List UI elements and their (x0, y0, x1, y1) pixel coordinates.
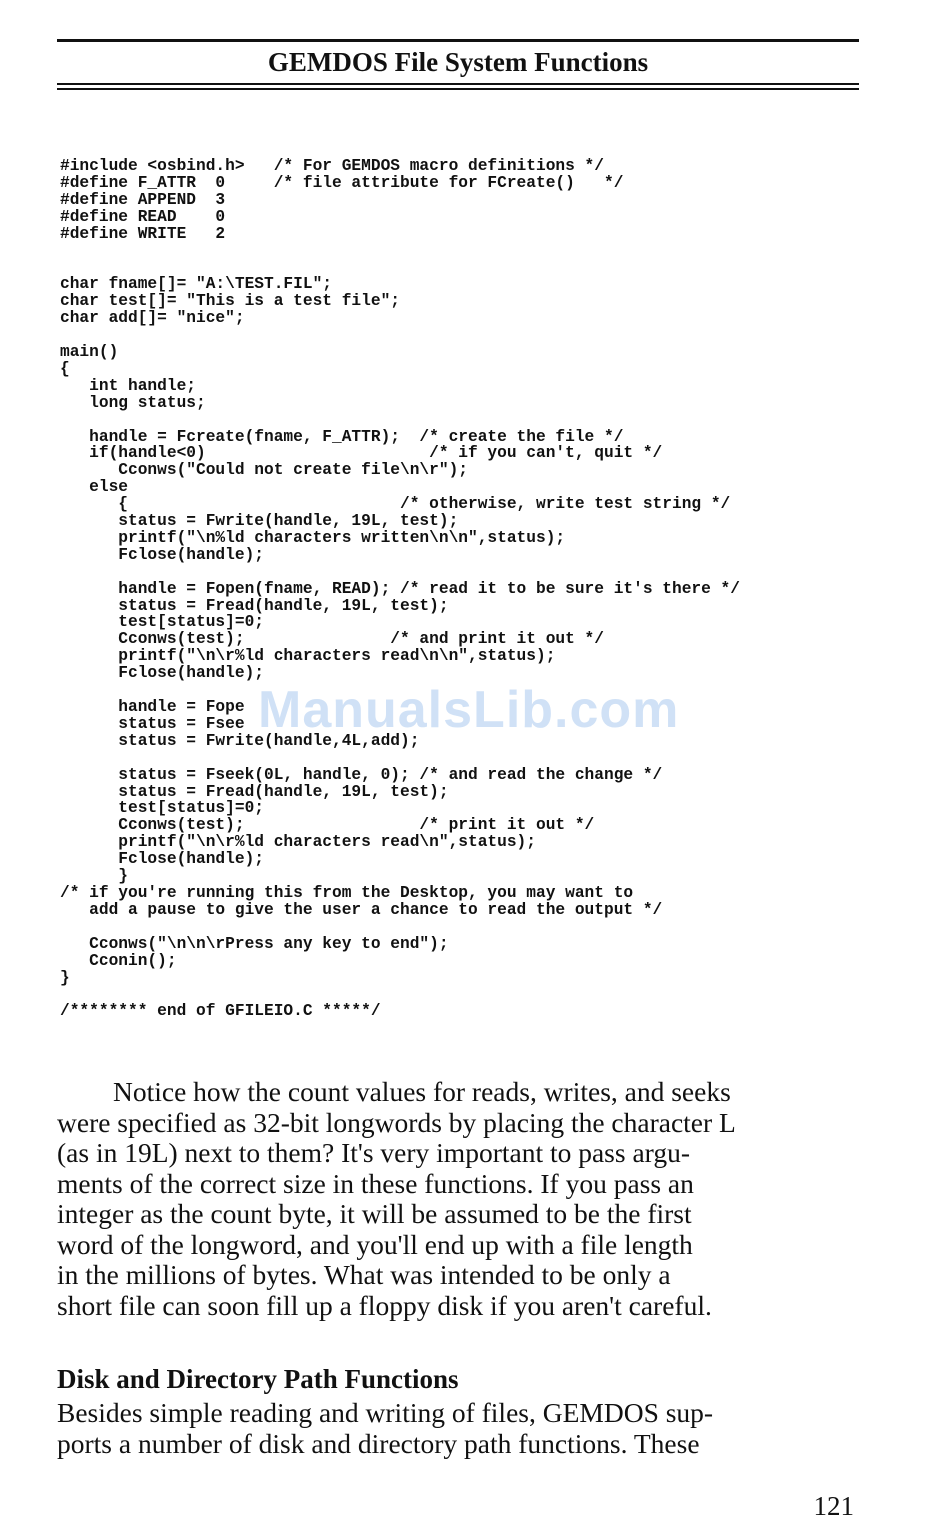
section-paragraph (57, 1398, 857, 1459)
code-line: char test[]= "This is a test file"; (60, 292, 400, 311)
code-line: #define WRITE 2 (60, 224, 226, 243)
header-bottom-rule-double (57, 88, 859, 90)
code-line: status = Fread(handle, 19L, test); (60, 782, 449, 801)
paragraph-line: in the millions of bytes. What was intended to be only a (57, 1259, 671, 1290)
code-line: handle = Fcreate(fname, F_ATTR); /* create the file */ (60, 427, 624, 446)
paragraph-line: were specified as 32-bit longwords by placing the character L (57, 1106, 736, 1138)
code-line: #define APPEND 3 (60, 190, 226, 209)
code-line: int handle; (60, 376, 196, 395)
code-line: status = Fwrite(handle,4L,add); (60, 731, 420, 750)
header-top-rule (57, 39, 859, 42)
paragraph-line: short file can soon fill up a floppy disk if you aren't careful. (57, 1289, 712, 1321)
paragraph-line: (as in 19L) next to them? It's very important to pass argu- (57, 1137, 690, 1168)
code-line: Fclose(handle); (60, 664, 264, 683)
code-line: { (60, 359, 70, 378)
code-line: } (60, 968, 70, 987)
body-paragraph (57, 1077, 857, 1321)
paragraph-line: word of the longword, and you'll end up with a file length (57, 1228, 693, 1260)
code-line: Cconin(); (60, 951, 177, 970)
code-line: #define READ 0 (60, 207, 226, 226)
code-line: printf("\n\r%ld characters read\n",status); (60, 833, 536, 852)
code-line: Fclose(handle); (60, 850, 264, 869)
code-line: /* if you're running this from the Desktop, you may want to (60, 883, 634, 902)
code-line: if(handle<0) /* if you can't, quit */ (60, 444, 663, 463)
code-line: printf("\n\r%ld characters read\n\n",status); (60, 647, 556, 666)
code-line: } (60, 867, 128, 886)
code-line: status = Fread(handle, 19L, test); (60, 596, 449, 615)
code-line: { /* otherwise, write test string */ (60, 495, 731, 514)
code-line: Cconws(test); /* print it out */ (60, 816, 595, 835)
paragraph-line: integer as the count byte, it will be assumed to be the first (57, 1198, 692, 1229)
page-number: 121 (813, 1491, 854, 1521)
code-line: #define F_ATTR 0 /* file attribute for FCreate() */ (60, 173, 624, 192)
code-line: handle = Fope (60, 698, 245, 716)
code-line: status = Fseek(0L, handle, 0); /* and read the change */ (60, 765, 663, 784)
code-line: test[status]=0; (60, 799, 264, 818)
code-line: Cconws("Could not create file\n\r"); (60, 461, 468, 480)
paragraph-line: ments of the correct size in these functions. If you pass an (57, 1167, 694, 1199)
paragraph-line: ports a number of disk and directory path functions. These (57, 1427, 700, 1459)
code-line: else (60, 478, 128, 497)
code-line: status = Fsee (60, 714, 245, 733)
watermark: ManualsLib.com (258, 681, 680, 739)
running-header: GEMDOS File System Functions (267, 47, 649, 77)
code-line: char fname[]= "A:\TEST.FIL"; (60, 275, 332, 294)
code-line: Cconws("\n\n\rPress any key to end"); (60, 934, 449, 953)
code-line: test[status]=0; (60, 613, 264, 632)
code-line: printf("\n%ld characters written\n\n",status); (60, 528, 566, 547)
code-line: status = Fwrite(handle, 19L, test); (60, 512, 459, 531)
code-line: /******** end of GFILEIO.C *****/ (60, 1002, 381, 1021)
code-line: char add[]= "nice"; (60, 309, 245, 328)
code-listing (60, 158, 880, 1020)
section-heading: Disk and Directory Path Functions (57, 1364, 459, 1394)
header-bottom-rule (57, 83, 859, 85)
code-line: main() (60, 342, 119, 361)
paragraph-line: Notice how the count values for reads, writes, and seeks (113, 1076, 731, 1107)
code-line: handle = Fopen(fname, READ); /* read it to be sure it's there */ (60, 579, 740, 598)
code-line: Fclose(handle); (60, 545, 264, 564)
paragraph-line: Besides simple reading and writing of files, GEMDOS sup- (57, 1397, 714, 1428)
code-line: long status; (60, 393, 206, 412)
code-line: #include <osbind.h> /* For GEMDOS macro definitions */ (60, 157, 604, 175)
code-line: Cconws(test); /* and print it out */ (60, 630, 604, 649)
code-line: add a pause to give the user a chance to read the output */ (60, 900, 663, 919)
